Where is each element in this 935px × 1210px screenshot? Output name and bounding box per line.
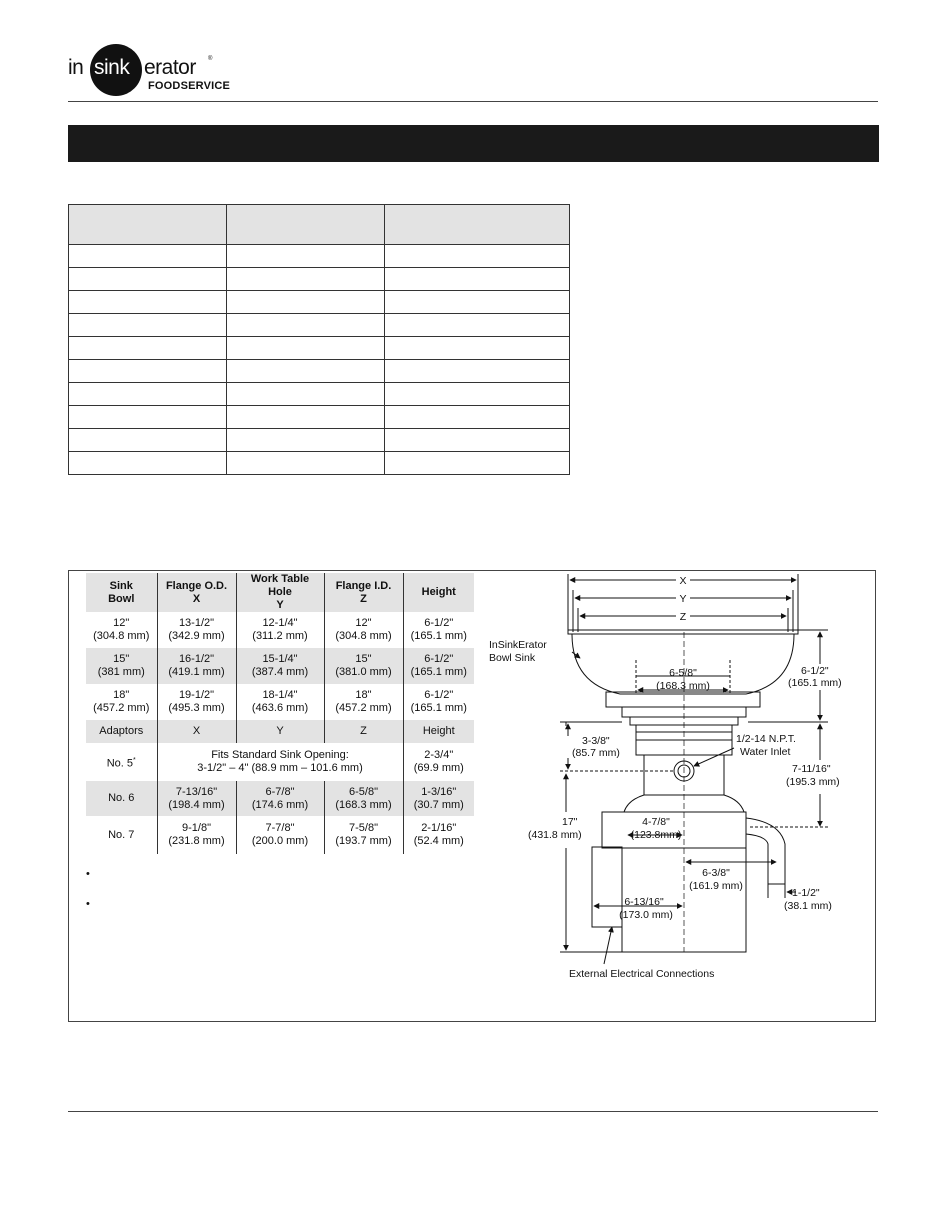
- bullet: •: [86, 868, 90, 880]
- table-row: [86, 684, 474, 720]
- label-bowl-sink: Bowl Sink: [489, 652, 536, 664]
- label-z: Z: [679, 611, 687, 623]
- disposer-dimension-drawing: [480, 572, 870, 992]
- table-cell: 19-1/2" (495.3 mm): [157, 684, 236, 720]
- label-6-5-8-mm: (168.3 mm): [656, 680, 710, 692]
- spec-table-row: [69, 406, 570, 429]
- label-1-1-2: 1-1/2": [792, 887, 820, 899]
- table-cell: 15" (381 mm): [86, 648, 157, 684]
- table-cell: No. 7: [108, 828, 135, 841]
- electrical-leader: [604, 927, 612, 964]
- spec-table-row: [69, 291, 570, 314]
- label-x: X: [679, 575, 687, 587]
- table-cell: 12-1/4" (311.2 mm): [236, 612, 324, 648]
- label-4-7-8-mm: (123.8mm): [630, 829, 682, 841]
- water-inlet-leader: [694, 748, 734, 766]
- logo-registered-mark: ®: [208, 56, 213, 62]
- label-7-11-16-mm: (195.3 mm): [786, 776, 840, 788]
- sink-table-header-row: [86, 573, 474, 612]
- table-cell: 1-3/16" (30.7 mm): [403, 781, 474, 816]
- table-cell: 6-1/2" (165.1 mm): [403, 648, 474, 684]
- table-row: [86, 743, 474, 781]
- table-row: [86, 781, 474, 816]
- label-y: Y: [679, 593, 687, 605]
- header-rule: [68, 101, 878, 102]
- label-3-3-8: 3-3/8": [582, 735, 610, 747]
- table-cell: Z: [324, 720, 403, 743]
- table-cell: No. 6: [86, 781, 157, 816]
- table-row: [86, 648, 474, 684]
- table-cell: 15-1/4" (387.4 mm): [236, 648, 324, 684]
- spec-table-row: [69, 268, 570, 291]
- table-cell: 9-1/8" (231.8 mm): [157, 816, 236, 854]
- drawing-labels: [489, 575, 842, 980]
- spec-table-row: [69, 383, 570, 406]
- table-cell: 6-1/2" (165.1 mm): [403, 684, 474, 720]
- spec-table-row: [69, 314, 570, 337]
- footer-rule: [68, 1111, 878, 1112]
- label-6-13-16: 6-13/16": [624, 896, 664, 908]
- table-cell: 16-1/2" (419.1 mm): [157, 648, 236, 684]
- table-row: [86, 816, 474, 854]
- table-cell: 7-7/8" (200.0 mm): [236, 816, 324, 854]
- insinkerator-foodservice-logo: [68, 44, 231, 94]
- table-cell: 13-1/2" (342.9 mm): [157, 612, 236, 648]
- header-flange-id: Flange I.D. Z: [324, 573, 403, 612]
- spec-table-row: [69, 245, 570, 268]
- label-6-13-16-mm: (173.0 mm): [619, 909, 673, 921]
- spec-table-row: [69, 452, 570, 475]
- table-row: [86, 612, 474, 648]
- label-7-11-16: 7-11/16": [792, 763, 831, 775]
- table-cell: X: [157, 720, 236, 743]
- spec-table-row: [69, 360, 570, 383]
- table-cell: 7-5/8" (193.7 mm): [324, 816, 403, 854]
- header-flange-od: Flange O.D. X: [157, 573, 236, 612]
- label-17: 17": [562, 816, 578, 828]
- label-4-7-8: 4-7/8": [642, 816, 670, 828]
- table-cell: Height: [403, 720, 474, 743]
- table-cell: Y: [236, 720, 324, 743]
- spec-table-row: [69, 429, 570, 452]
- label-inlet: 1/2-14 N.P.T.: [736, 733, 796, 745]
- discharge-elbow: [746, 818, 785, 884]
- header-height: Height: [403, 573, 474, 612]
- table-cell: 18" (457.2 mm): [93, 689, 150, 714]
- table-cell: 2-3/4" (69.9 mm): [403, 743, 474, 781]
- spec-table-header-row: [69, 205, 570, 245]
- table-cell: No. 5*: [106, 756, 136, 770]
- adaptors-header-row: [86, 720, 474, 743]
- label-6-5-8: 6-5/8": [669, 667, 697, 679]
- logo-word-in: in: [68, 56, 84, 79]
- label-3-3-8-mm: (85.7 mm): [572, 747, 620, 759]
- label-6-1-2-mm: (165.1 mm): [788, 677, 842, 689]
- label-inlet-2: Water Inlet: [740, 746, 791, 758]
- section-title-band: [68, 125, 879, 162]
- table-cell: 7-13/16" (198.4 mm): [157, 781, 236, 816]
- label-1-1-2-mm: (38.1 mm): [784, 900, 832, 912]
- label-external-electrical: External Electrical Connections: [569, 968, 715, 980]
- logo-foodservice: FOODSERVICE: [148, 80, 231, 92]
- table-cell: Adaptors: [86, 720, 157, 743]
- label-17-mm: (431.8 mm): [528, 829, 582, 841]
- spec-table-row: [69, 337, 570, 360]
- sink-bowl-table: [86, 573, 474, 854]
- electrical-box: [592, 847, 622, 927]
- logo-word-sink: sink: [94, 56, 130, 79]
- header-work-table-hole: Work Table Hole Y: [236, 573, 324, 612]
- table-cell: 6-7/8" (174.6 mm): [236, 781, 324, 816]
- table-cell: 18-1/4" (463.6 mm): [236, 684, 324, 720]
- table-cell: 2-1/16" (52.4 mm): [403, 816, 474, 854]
- table-cell: 6-1/2" (165.1 mm): [403, 612, 474, 648]
- header-sink-bowl: Sink Bowl: [86, 573, 157, 612]
- label-6-3-8-mm: (161.9 mm): [689, 880, 743, 892]
- label-bowl-sink: InSinkErator: [489, 639, 547, 651]
- table-cell: 15" (381.0 mm): [324, 648, 403, 684]
- table-cell: 12" (304.8 mm): [324, 612, 403, 648]
- label-6-1-2: 6-1/2": [801, 665, 829, 677]
- bowl-sink-leader: [572, 652, 580, 658]
- table-cell: Fits Standard Sink Opening: 3-1/2" – 4" (88.9 mm – 101.6 mm): [157, 743, 403, 781]
- logo-word-erator: erator: [144, 56, 196, 79]
- table-cell: 18" (457.2 mm): [324, 684, 403, 720]
- table-cell: 6-5/8" (168.3 mm): [324, 781, 403, 816]
- sink-rim: [568, 630, 798, 634]
- table-cell: 12" (304.8 mm): [93, 617, 150, 642]
- bullet: •: [86, 898, 90, 910]
- label-6-3-8: 6-3/8": [702, 867, 730, 879]
- specifications-table: [68, 204, 570, 475]
